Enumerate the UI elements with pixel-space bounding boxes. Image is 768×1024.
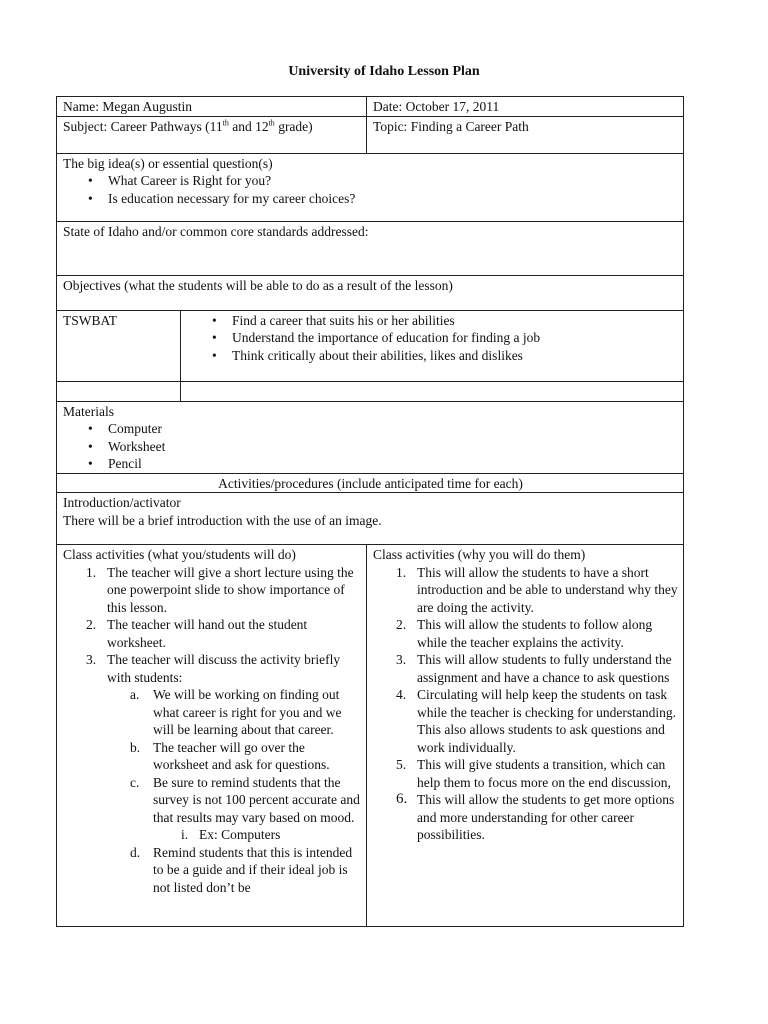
date-cell: Date: October 17, 2011 <box>367 97 684 117</box>
list-item: • Worksheet <box>63 438 678 456</box>
name-cell: Name: Megan Augustin <box>57 97 367 117</box>
subject-cell <box>57 116 367 153</box>
item-text: Be sure to remind students that the survey is not 100 percent accurate and that results may vary based on mood. <box>153 774 360 825</box>
item-number: 3. <box>86 652 97 667</box>
list-item <box>63 564 361 617</box>
class-what-heading: Class activities (what you/students will do) <box>63 547 296 562</box>
list-item: • Computer <box>63 420 678 438</box>
lesson-plan-table <box>56 96 684 927</box>
subject-prefix: Subject: Career Pathways (11 <box>63 118 223 134</box>
item-text: The teacher will give a short lecture using the one powerpoint slide to show importance of this lesson. <box>107 564 354 615</box>
materials-cell <box>57 401 684 473</box>
list-item: • Find a career that suits his or her abilities <box>187 312 678 330</box>
list-item <box>63 844 361 897</box>
item-number: 3. <box>396 652 407 667</box>
list-item: • Is education necessary for my career choices? <box>63 190 678 208</box>
item-text: The teacher will discuss the activity briefly with students: <box>107 652 341 685</box>
materials-list <box>63 420 678 473</box>
item-number: 1. <box>396 564 407 580</box>
list-item <box>373 616 678 651</box>
item-number: 4. <box>396 687 407 702</box>
standards-cell: State of Idaho and/or common core standards addressed: <box>57 221 684 275</box>
item-text: Circulating will help keep the students on task while the teacher is checking for understanding. This also allows students to ask questions and work individually. <box>417 687 677 755</box>
item-text: This will allow the students to follow along while the teacher explains the activity. <box>417 617 653 650</box>
tswbat-items-cell <box>181 310 684 381</box>
class-why-list <box>373 564 678 844</box>
sub-sub-list <box>153 826 361 844</box>
list-item <box>373 651 678 686</box>
item-number: 2. <box>396 617 407 632</box>
list-item: • What Career is Right for you? <box>63 172 678 190</box>
item-text: This will allow the students to get more options and more understanding for other career possibilities. <box>417 792 675 842</box>
list-item <box>373 564 678 617</box>
list-item <box>63 651 361 896</box>
document-title: University of Idaho Lesson Plan <box>288 64 480 79</box>
item-number: 1. <box>86 564 97 580</box>
item-letter: a. <box>130 687 140 702</box>
list-item <box>153 826 361 844</box>
item-letter: c. <box>130 774 140 790</box>
sub-list <box>107 686 361 896</box>
big-idea-cell <box>57 153 684 221</box>
subject-suffix: grade) <box>274 118 313 134</box>
item-text: We will be working on finding out what career is right for you and we will be learning about that career. <box>153 687 342 737</box>
list-item <box>63 739 361 774</box>
intro-cell <box>57 493 684 545</box>
item-text: This will allow the students to have a short introduction and be able to understand why they are doing the activity. <box>417 564 678 615</box>
item-text: Ex: Computers <box>199 827 281 842</box>
materials-heading: Materials <box>63 403 114 419</box>
big-idea-list <box>63 172 678 207</box>
item-letter: b. <box>130 739 141 755</box>
intro-heading: Introduction/activator <box>63 495 181 510</box>
class-why-heading: Class activities (why you will do them) <box>373 547 586 562</box>
item-text: This will allow students to fully understand the assignment and have a chance to ask questions <box>417 652 672 685</box>
empty-cell <box>57 381 181 401</box>
item-text: The teacher will go over the worksheet and ask for questions. <box>153 739 330 772</box>
tswbat-label-cell: TSWBAT <box>57 310 181 381</box>
intro-text: There will be a brief introduction with the use of an image. <box>63 512 382 528</box>
item-text: This will give students a transition, which can help them to focus more on the end discussion, <box>417 757 671 790</box>
subject-sup-1: th <box>222 118 229 127</box>
item-text: Remind students that this is intended to be a guide and if their ideal job is not listed don’t be <box>153 844 353 895</box>
objectives-heading-cell: Objectives (what the students will be able to do as a result of the lesson) <box>57 275 684 310</box>
list-item <box>373 791 678 844</box>
list-item <box>63 774 361 844</box>
big-idea-heading: The big idea(s) or essential question(s) <box>63 155 273 171</box>
list-item: • Think critically about their abilities, likes and dislikes <box>187 347 678 365</box>
class-what-cell <box>57 545 367 927</box>
activities-heading-cell: Activities/procedures (include anticipated time for each) <box>57 473 684 493</box>
subject-sup-2: th <box>268 118 275 127</box>
item-text: The teacher will hand out the student worksheet. <box>107 617 308 650</box>
class-what-list <box>63 564 361 897</box>
list-item: • Understand the importance of education for finding a job <box>187 329 678 347</box>
item-number: 6. <box>396 791 408 807</box>
list-item <box>63 616 361 651</box>
list-item <box>373 686 678 756</box>
subject-mid: and 12 <box>228 118 269 134</box>
item-number: 5. <box>396 757 407 772</box>
objectives-list <box>187 312 678 365</box>
item-number: 2. <box>86 617 97 632</box>
item-roman: i. <box>181 827 189 842</box>
topic-cell: Topic: Finding a Career Path <box>367 116 684 153</box>
class-why-cell <box>367 545 684 927</box>
item-letter: d. <box>130 844 141 860</box>
list-item <box>63 686 361 739</box>
list-item <box>373 756 678 791</box>
list-item: • Pencil <box>63 455 678 473</box>
empty-cell <box>181 381 684 401</box>
